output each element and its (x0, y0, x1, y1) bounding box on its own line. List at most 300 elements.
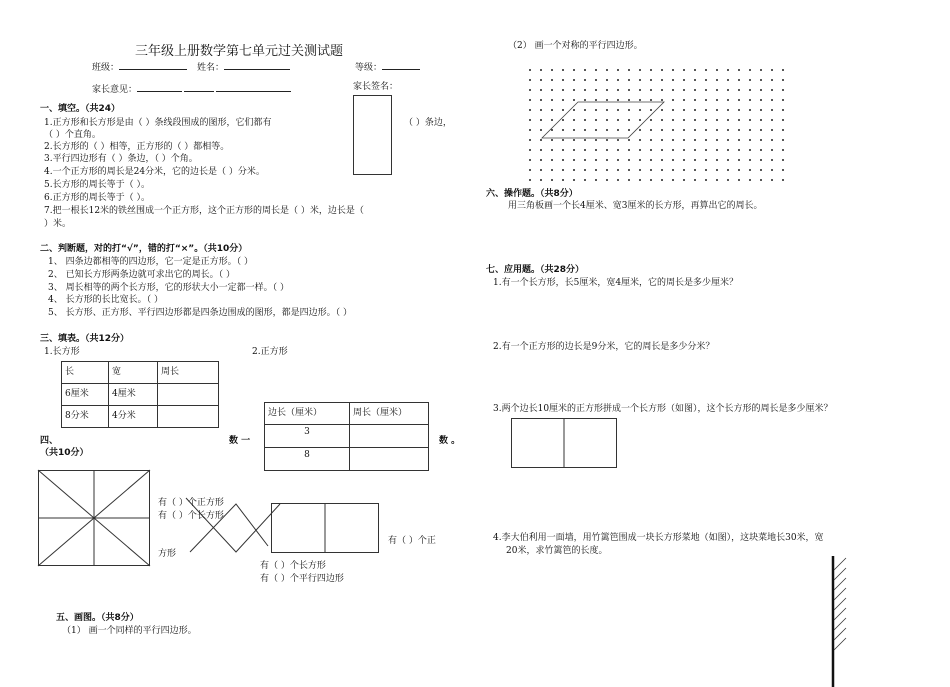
grid-dot (650, 159, 652, 161)
grid-dot (749, 99, 751, 101)
square-table (264, 402, 429, 471)
grid-dot (716, 129, 718, 131)
grid-dot (606, 89, 608, 91)
grid-dot (573, 179, 575, 181)
grid-dot (573, 79, 575, 81)
grid-dot (551, 89, 553, 91)
grid-dot (727, 169, 729, 171)
grid-dot (540, 69, 542, 71)
grid-dot (738, 159, 740, 161)
grid-dot (661, 159, 663, 161)
grid-dot (573, 149, 575, 151)
grid-dot (639, 159, 641, 161)
grid-dot (650, 79, 652, 81)
section5-title: 五、画图。（共8分） (56, 613, 139, 623)
grid-dot (738, 109, 740, 111)
rect-answer-cell[interactable] (158, 406, 219, 428)
grid-dot (672, 169, 674, 171)
grid-dot (705, 159, 707, 161)
grid-dot (529, 119, 531, 121)
grid-dot (584, 149, 586, 151)
grid-dot (617, 109, 619, 111)
s5-q1: （1） 画一个同样的平行四边形。 (62, 626, 197, 636)
section4-title-d: （共10分） (40, 448, 89, 458)
s5-q2: （2） 画一个对称的平行四边形。 (508, 41, 643, 51)
grid-dot (749, 119, 751, 121)
grid-dot (782, 169, 784, 171)
grid-dot (540, 149, 542, 151)
fig2-line-a: 有（ ）个正 (388, 536, 436, 546)
parent-sign-label: 家长签名： (353, 82, 399, 92)
sample-parallelogram (542, 102, 664, 138)
grid-dot (606, 119, 608, 121)
grid-dot (639, 129, 641, 131)
grid-dot (573, 109, 575, 111)
s2-item-4: 4、 长方形的长比宽长。（ ） (48, 295, 163, 305)
grid-dot (584, 169, 586, 171)
grid-dot (562, 149, 564, 151)
grid-dot (738, 79, 740, 81)
grid-dot (760, 79, 762, 81)
grid-dot (716, 169, 718, 171)
grid-dot (683, 139, 685, 141)
s7-q4a: 4.李大伯利用一面墙，用竹篱笆围成一块长方形菜地（如图），这块菜地长30米，宽 (493, 533, 824, 543)
grid-dot (771, 159, 773, 161)
grid-dot (606, 179, 608, 181)
grid-dot (716, 79, 718, 81)
grid-dot (683, 89, 685, 91)
grid-dot (661, 139, 663, 141)
grid-dot (782, 129, 784, 131)
grid-dot (683, 149, 685, 151)
grid-dot (782, 69, 784, 71)
grid-dot (771, 139, 773, 141)
grid-dot (749, 69, 751, 71)
grid-dot (540, 159, 542, 161)
fig1-line-a: 有（ ）个正方形 (158, 498, 224, 508)
grid-dot (672, 139, 674, 141)
grid-dot (529, 109, 531, 111)
grid-dot (562, 99, 564, 101)
grid-dot (529, 99, 531, 101)
grid-dot (584, 159, 586, 161)
grid-dot (606, 159, 608, 161)
grid-dot (639, 69, 641, 71)
grid-dot (760, 179, 762, 181)
square-answer-cell[interactable] (350, 425, 429, 448)
grid-dot (584, 79, 586, 81)
grid-dot (551, 109, 553, 111)
grid-dot (529, 89, 531, 91)
grid-dot (595, 119, 597, 121)
grid-dot (705, 179, 707, 181)
rect-table-label: 1.长方形 (44, 347, 80, 357)
grid-dot (584, 139, 586, 141)
grid-dot (694, 139, 696, 141)
rect-th-length: 长 (62, 362, 109, 384)
grid-dot (606, 139, 608, 141)
grid-dot (639, 139, 641, 141)
section6-title: 六、操作题。（共8分） (486, 189, 578, 199)
grid-dot (694, 129, 696, 131)
grid-dot (628, 149, 630, 151)
grid-dot (551, 119, 553, 121)
section1-title: 一、填空。（共24） (40, 104, 121, 114)
s1-q3: 3.平行四边形有（ ）条边，（ ）个角。 (44, 154, 198, 164)
grid-dot (628, 159, 630, 161)
grid-dot (540, 139, 542, 141)
grid-dot (749, 89, 751, 91)
grid-dot (705, 79, 707, 81)
grid-dot (628, 139, 630, 141)
grid-dot (606, 109, 608, 111)
fig1-line-b: 有（ ）个长方形 (158, 511, 224, 521)
s7-q2: 2.有一个正方形的边长是9分米，它的周长是多少分米？ (493, 342, 715, 352)
grid-dot (705, 109, 707, 111)
grid-dot (595, 149, 597, 151)
grid-dot (694, 69, 696, 71)
grid-dot (760, 99, 762, 101)
grid-dot (738, 69, 740, 71)
grid-dot (694, 79, 696, 81)
section4-title-a: 四、 (40, 436, 59, 446)
grid-dot (617, 119, 619, 121)
s6-text: 用三角板画一个长4厘米、宽3厘米的长方形，再算出它的周长。 (508, 201, 763, 211)
grid-dot (540, 129, 542, 131)
grid-dot (760, 159, 762, 161)
grid-dot (617, 89, 619, 91)
grid-dot (551, 169, 553, 171)
grid-dot (617, 179, 619, 181)
grid-dot (749, 109, 751, 111)
rect-th-perimeter: 周长 (158, 362, 219, 384)
grid-dot (694, 149, 696, 151)
grid-dot (617, 99, 619, 101)
grid-dot (694, 179, 696, 181)
grid-dot (727, 119, 729, 121)
grid-dot (617, 69, 619, 71)
grid-dot (573, 69, 575, 71)
grid-dot (672, 79, 674, 81)
square-th-perimeter: 周长（厘米） (350, 403, 429, 425)
grid-dot (551, 69, 553, 71)
grid-dot (529, 69, 531, 71)
grid-dot (573, 89, 575, 91)
grid-dot (628, 89, 630, 91)
grid-dot (573, 99, 575, 101)
grid-dot (595, 79, 597, 81)
count-figure-2 (271, 503, 379, 553)
grid-dot (672, 89, 674, 91)
grid-dot (672, 69, 674, 71)
grid-dot (650, 69, 652, 71)
grid-dot (782, 109, 784, 111)
grid-dot (771, 89, 773, 91)
grid-dot (760, 139, 762, 141)
grid-dot (529, 179, 531, 181)
grid-dot (584, 119, 586, 121)
grid-dot (595, 99, 597, 101)
grid-dot (782, 119, 784, 121)
grid-dot (551, 179, 553, 181)
section2-title: 二、判断题，对的打“√”，错的打“×”。（共10分） (40, 244, 248, 254)
grid-dot (760, 109, 762, 111)
grid-dot (650, 109, 652, 111)
grid-dot (705, 169, 707, 171)
grid-dot (661, 129, 663, 131)
rect-cell: 4厘米 (109, 384, 158, 406)
s1-q6: 6.正方形的周长等于（ ）。 (44, 193, 150, 203)
grid-dot (650, 129, 652, 131)
grid-dot (562, 169, 564, 171)
grid-dot (716, 149, 718, 151)
grid-dot (639, 169, 641, 171)
grid-dot (529, 139, 531, 141)
grid-dot (562, 109, 564, 111)
grid-dot (782, 149, 784, 151)
name-field[interactable]: 姓名： (197, 60, 290, 74)
grid-dot (562, 179, 564, 181)
grid-dot (727, 89, 729, 91)
grid-dot (650, 119, 652, 121)
grid-dot (606, 79, 608, 81)
grid-dot (551, 79, 553, 81)
grid-dot (716, 179, 718, 181)
s2-item-2: 2、 已知长方形两条边就可求出它的周长。（ ） (48, 270, 235, 280)
grid-dot (584, 99, 586, 101)
grid-dot (727, 159, 729, 161)
grid-dot (661, 149, 663, 151)
grid-dot (683, 109, 685, 111)
grid-dot (727, 139, 729, 141)
grid-dot (540, 109, 542, 111)
grid-dot (562, 69, 564, 71)
fig2-line-b: 有（ ）个长方形 (260, 561, 326, 571)
grid-dot (562, 129, 564, 131)
s7-q1: 1.有一个长方形，长5厘米，宽4厘米，它的周长是多少厘米？ (493, 278, 739, 288)
grid-dot (573, 169, 575, 171)
grid-dot (628, 169, 630, 171)
s1-q1c: （ ）个直角。 (44, 130, 101, 140)
grid-dot (727, 99, 729, 101)
grid-dot (617, 169, 619, 171)
fig1-line-c: 方形 (158, 549, 177, 559)
grid-dot (760, 69, 762, 71)
grid-dot (540, 169, 542, 171)
grid-dot (606, 129, 608, 131)
wall-figure (826, 556, 856, 687)
grid-dot (738, 119, 740, 121)
grid-dot (672, 99, 674, 101)
grid-dot (705, 129, 707, 131)
grid-dot (771, 169, 773, 171)
grid-dot (782, 159, 784, 161)
s1-q1b: （ ）条边， (404, 118, 452, 128)
grid-dot (771, 119, 773, 121)
grid-dot (716, 99, 718, 101)
grid-dot (617, 129, 619, 131)
grid-dot (760, 89, 762, 91)
grid-dot (705, 69, 707, 71)
grid-dot (562, 79, 564, 81)
grid-dot (650, 149, 652, 151)
grid-dot (540, 99, 542, 101)
s1-q5: 5.长方形的周长等于（ ）。 (44, 180, 150, 190)
grid-dot (617, 139, 619, 141)
grid-dot (606, 99, 608, 101)
grid-dot (782, 89, 784, 91)
grid-dot (738, 169, 740, 171)
grid-dot (573, 119, 575, 121)
grid-dot (749, 79, 751, 81)
grid-dot (738, 149, 740, 151)
grid-dot (672, 159, 674, 161)
grid-dot (771, 69, 773, 71)
grid-dot (562, 89, 564, 91)
grid-dot (694, 119, 696, 121)
grid-dot (716, 89, 718, 91)
grid-dot (694, 89, 696, 91)
grid-dot (683, 159, 685, 161)
grid-dot (683, 69, 685, 71)
grid-dot (727, 79, 729, 81)
grid-dot (771, 109, 773, 111)
grid-dot (771, 99, 773, 101)
grid-dot (650, 179, 652, 181)
dot-grid[interactable] (528, 68, 788, 186)
grid-dot (672, 129, 674, 131)
grid-dot (595, 109, 597, 111)
rect-th-width: 宽 (109, 362, 158, 384)
grid-dot (628, 119, 630, 121)
grid-dot (606, 169, 608, 171)
grid-dot (584, 69, 586, 71)
s7-q4b: 20米，求竹篱笆的长度。 (506, 546, 608, 556)
grid-dot (606, 149, 608, 151)
grid-dot (584, 129, 586, 131)
grid-dot (771, 179, 773, 181)
parent-sign-box[interactable] (353, 95, 392, 175)
grid-dot (771, 79, 773, 81)
class-field[interactable]: 班级： (92, 60, 187, 74)
grid-dot (628, 129, 630, 131)
grid-dot (782, 79, 784, 81)
grid-dot (738, 179, 740, 181)
square-cell: 8 (265, 448, 350, 471)
grid-dot (749, 169, 751, 171)
parent-opinion-field[interactable]: 家长意见： (92, 82, 291, 96)
grid-dot (529, 79, 531, 81)
grid-dot (584, 179, 586, 181)
grid-dot (749, 139, 751, 141)
grid-dot (573, 159, 575, 161)
grid-dot (595, 159, 597, 161)
grid-dot (694, 169, 696, 171)
rect-table (61, 361, 219, 428)
grade-field[interactable]: 等级： (355, 60, 420, 74)
grid-dot (551, 159, 553, 161)
grid-dot (661, 119, 663, 121)
grid-dot (529, 169, 531, 171)
grid-dot (705, 119, 707, 121)
grid-dot (738, 99, 740, 101)
grid-dot (661, 69, 663, 71)
grid-dot (551, 129, 553, 131)
page-title: 三年级上册数学第七单元过关测试题 (135, 44, 344, 59)
grid-dot (639, 109, 641, 111)
square-th-side: 边长（厘米） (265, 403, 350, 425)
section4-title-b: 数 一 (229, 436, 251, 446)
grid-dot (529, 159, 531, 161)
s1-q1a: 1.正方形和长方形是由（ ）条线段围成的图形，它们都有 (44, 118, 272, 128)
grid-dot (760, 119, 762, 121)
section4-title-c: 数 。 (439, 436, 461, 446)
grid-dot (683, 99, 685, 101)
grid-dot (650, 89, 652, 91)
grid-dot (595, 69, 597, 71)
grid-dot (760, 149, 762, 151)
grid-dot (694, 109, 696, 111)
grid-dot (540, 119, 542, 121)
grid-dot (683, 119, 685, 121)
fig2-line-c: 有（ ）个平行四边形 (260, 574, 344, 584)
grid-dot (672, 119, 674, 121)
grid-dot (584, 109, 586, 111)
grid-dot (617, 149, 619, 151)
rect-cell: 6厘米 (62, 384, 109, 406)
grid-dot (529, 149, 531, 151)
grid-dot (628, 69, 630, 71)
rect-answer-cell[interactable] (158, 384, 219, 406)
grid-dot (683, 129, 685, 131)
grid-dot (727, 129, 729, 131)
s1-q7b: ）米。 (44, 219, 72, 229)
grid-dot (771, 149, 773, 151)
grid-dot (540, 89, 542, 91)
grid-dot (694, 159, 696, 161)
grid-dot (628, 109, 630, 111)
grid-dot (749, 179, 751, 181)
s7-q3: 3.两个边长10厘米的正方形拼成一个长方形（如图），这个长方形的周长是多少厘米？ (493, 404, 833, 414)
grid-dot (639, 119, 641, 121)
grid-dot (661, 179, 663, 181)
grid-dot (639, 149, 641, 151)
s2-item-1: 1、 四条边都相等的四边形，它一定是正方形。（ ） (48, 257, 253, 267)
grid-dot (650, 99, 652, 101)
grid-dot (716, 139, 718, 141)
grid-dot (738, 139, 740, 141)
grid-dot (639, 89, 641, 91)
grid-dot (551, 139, 553, 141)
grid-dot (595, 89, 597, 91)
square-answer-cell[interactable] (350, 448, 429, 471)
grid-dot (551, 99, 553, 101)
grid-dot (694, 99, 696, 101)
grid-dot (672, 109, 674, 111)
grid-dot (639, 179, 641, 181)
grid-dot (782, 179, 784, 181)
grid-dot (738, 89, 740, 91)
s1-q4: 4.一个正方形的周长是24分米，它的边长是（ ）分米。 (44, 167, 265, 177)
grid-dot (617, 159, 619, 161)
two-squares-figure (511, 418, 617, 468)
square-cell: 3 (265, 425, 350, 448)
grid-dot (628, 79, 630, 81)
grid-dot (683, 169, 685, 171)
grid-dot (661, 99, 663, 101)
grid-dot (595, 129, 597, 131)
grid-dot (782, 99, 784, 101)
